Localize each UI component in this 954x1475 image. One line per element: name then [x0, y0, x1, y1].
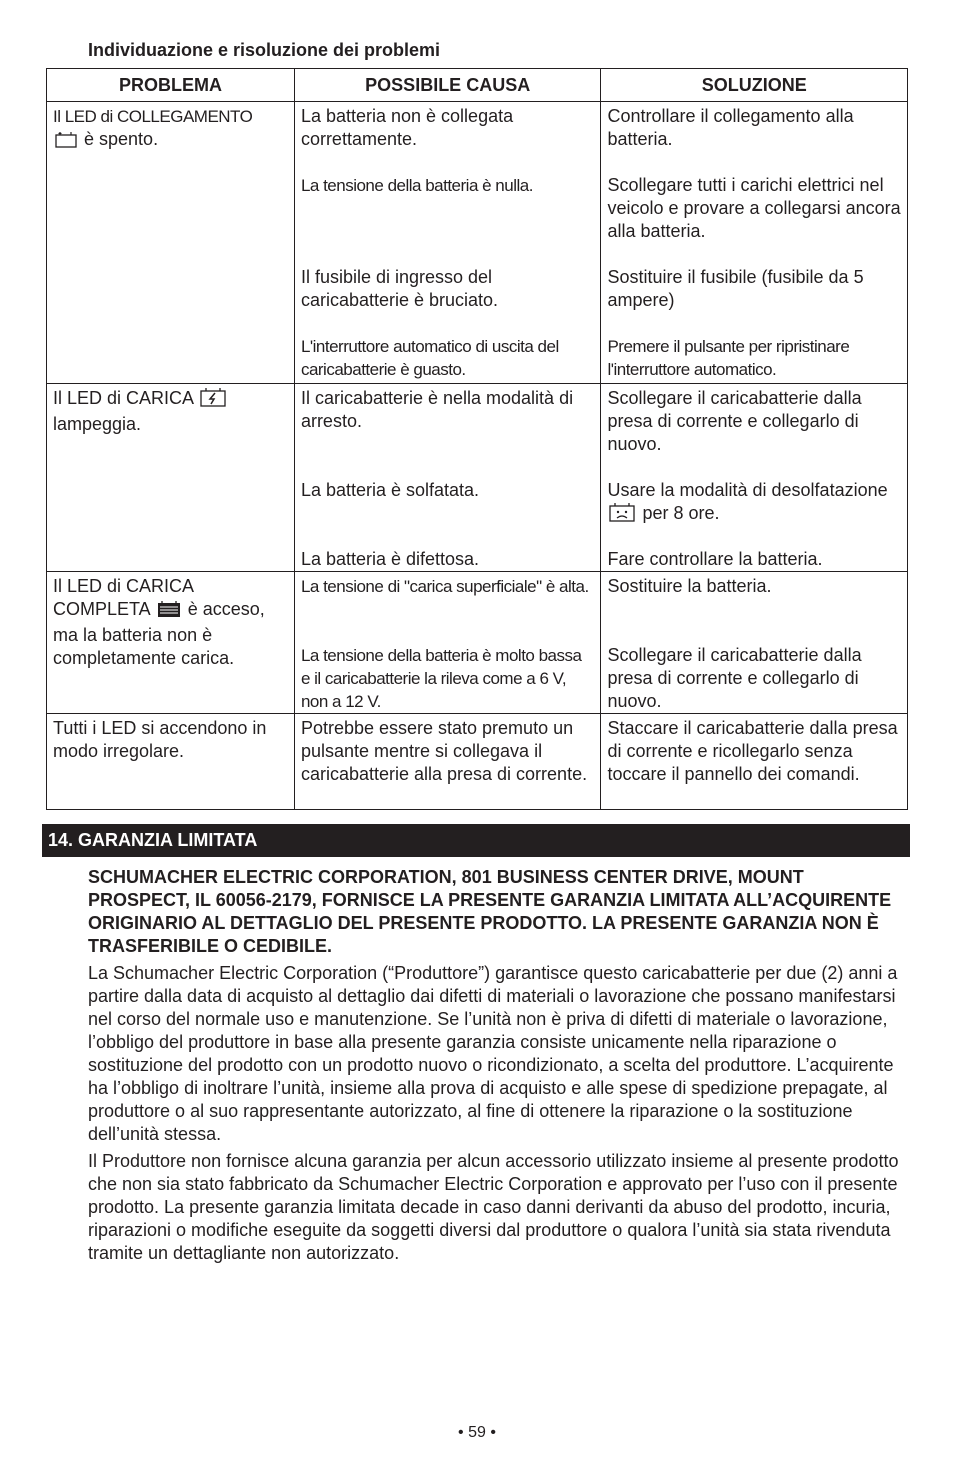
cause-item: L'interruttore automatico di uscita del caricabatterie è guasto. [300, 337, 559, 379]
warranty-intro: SCHUMACHER ELECTRIC CORPORATION, 801 BUSINESS CENTER DRIVE, MOUNT PROSPECT, IL 60056-2179, FORNISCE LA PRESENTE GARANZIA LIMITATA ALL’ACQUIRENTE ORIGINARIO AL DETTAGLIO DEL PRESENTE PRODOTTO. LA PRESENTE GARANZIA NON È TRASFERIBILE O CEDIBILE. [88, 867, 892, 956]
solution-cell [601, 102, 908, 384]
charging-icon [200, 387, 226, 413]
solution-item: Sostituire la batteria. [607, 576, 772, 596]
column-header-problem: PROBLEMA [47, 69, 295, 102]
problem-text: Il LED di COLLEGAMENTO [53, 107, 253, 126]
table-row [47, 384, 908, 572]
table-row [47, 102, 908, 384]
solution-text: Usare la modalità di desolfatazione [607, 480, 888, 500]
problem-text-tail: è spento. [84, 129, 159, 149]
full-charge-icon [157, 600, 181, 624]
problem-cell [47, 572, 295, 714]
solution-item: Staccare il caricabatterie dalla presa di corrente e ricollegarlo senza toccare il pannello dei comandi. [607, 718, 898, 784]
cause-item: La tensione di "carica superficiale" è alta. [300, 577, 589, 596]
problem-cell [47, 102, 295, 384]
solution-item: Premere il pulsante per ripristinare l'interruttore automatico. [607, 337, 850, 379]
cause-cell [294, 714, 601, 810]
solution-item: Scollegare il caricabatterie dalla presa di corrente e collegarlo di nuovo. [607, 645, 862, 711]
solution-text-tail: per 8 ore. [642, 503, 720, 523]
solution-cell [601, 384, 908, 572]
cause-item: Potrebbe essere stato premuto un pulsante mentre si collegava il caricabatterie alla presa di corrente. [300, 718, 588, 784]
cause-item: Il fusibile di ingresso del caricabatterie è bruciato. [300, 267, 499, 310]
warranty-paragraph: Il Produttore non fornisce alcuna garanzia per alcun accessorio utilizzato insieme al presente prodotto che non sia stato fabbricato da Schumacher Electric Corporation e approvato per l’uso con il presente prodotto. La presente garanzia limitata decade in caso danni derivanti da abuso del prodotto, incuria, riparazioni o modifiche eseguite da soggetti diversi dal produttore o qualora l’unità sia stata rivenduta tramite un dettagliante non autorizzato. [88, 1151, 899, 1263]
solution-item: Scollegare tutti i carichi elettrici nel veicolo e provare a collegarsi ancora alla batteria. [607, 175, 901, 241]
solution-item [607, 479, 901, 548]
cause-cell [294, 102, 601, 384]
page-number: • 59 • [458, 1424, 496, 1441]
battery-connection-icon [55, 131, 77, 154]
solution-item: Sostituire il fusibile (fusibile da 5 ampere) [607, 267, 864, 310]
solution-cell [601, 714, 908, 810]
table-row [47, 714, 908, 810]
table-row [47, 572, 908, 714]
problem-text-tail: lampeggia. [53, 414, 142, 434]
cause-item: La batteria non è collegata correttamente. [300, 106, 514, 149]
troubleshooting-table [46, 68, 908, 810]
problem-text: Tutti i LED si accendono in modo irregolare. [53, 718, 267, 761]
solution-cell [601, 572, 908, 714]
desulfation-icon [609, 502, 635, 528]
section-heading: Individuazione e risoluzione dei problemi [88, 40, 441, 60]
column-header-solution: SOLUZIONE [601, 69, 908, 102]
cause-cell [294, 384, 601, 572]
cause-item: La batteria è difettosa. [300, 549, 480, 569]
problem-cell [47, 384, 295, 572]
problem-text: Il LED di CARICA [53, 388, 194, 408]
cause-item: La batteria è solfatata. [300, 480, 480, 500]
problem-cell [47, 714, 295, 810]
cause-item: La tensione della batteria è molto bassa e il caricabatterie la rileva come a 6 V, non a 12 V. [300, 646, 582, 711]
warranty-paragraph: La Schumacher Electric Corporation (“Produttore”) garantisce questo caricabatterie per due (2) anni a partire dalla data di acquisto al dettaglio dai difetti di materiali o lavorazione che possano manifestarsi nel corso del normale uso e manutenzione. Se l’unità non è priva di difetti di materiale o lavorazione, l’obbligo del produttore in base alla presente garanzia consiste unicamente nella riparazione o sostituzione del prodotto con un prodotto nuovo o ricondizionato, a scelta del produttore. L’acquirente ha l’obbligo di inoltrare l’unità, insieme alla prova di acquisto e alle spese di spedizione prepagate, al produttore o al suo rappresentante autorizzato, al fine di ottenere la riparazione o la sostituzione dell’unità stessa. [88, 963, 898, 1144]
cause-item: La tensione della batteria è nulla. [300, 176, 533, 195]
warranty-section-banner: 14. GARANZIA LIMITATA [42, 824, 910, 857]
column-header-cause: POSSIBILE CAUSA [294, 69, 601, 102]
table-header-row [47, 69, 908, 102]
problem-text: Il LED di CARICA COMPLETA [53, 576, 194, 619]
solution-item: Scollegare il caricabatterie dalla presa di corrente e collegarlo di nuovo. [607, 388, 862, 454]
solution-item: Controllare il collegamento alla batteria. [607, 106, 854, 149]
problem-text-tail: è acceso, ma la batteria non è completamente carica. [53, 599, 265, 668]
cause-item: Il caricabatterie è nella modalità di arresto. [300, 388, 574, 431]
cause-cell [294, 572, 601, 714]
solution-item: Fare controllare la batteria. [607, 549, 823, 569]
